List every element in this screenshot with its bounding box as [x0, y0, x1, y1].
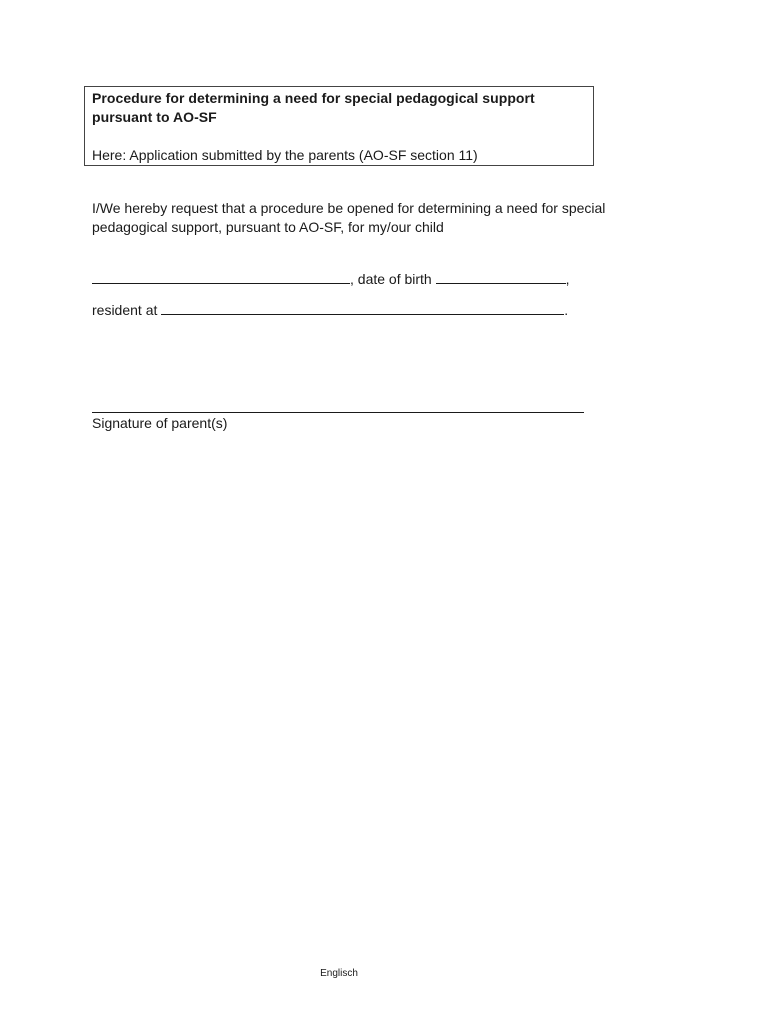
resident-suffix: .	[564, 302, 569, 318]
form-subtitle: Here: Application submitted by the parents (AO-SF section 11)	[92, 147, 478, 163]
resident-row	[92, 300, 568, 320]
child-details-row	[92, 269, 570, 289]
date-of-birth-field[interactable]	[436, 269, 566, 284]
resident-label: resident at	[92, 302, 158, 318]
request-text: I/We hereby request that a procedure be opened for determining a need for special pedagogical support, pursuant to AO-SF, for my/our child	[92, 200, 606, 235]
date-of-birth-suffix: ,	[565, 271, 570, 287]
footer-language: Englisch	[320, 968, 358, 979]
child-name-field[interactable]	[92, 269, 350, 284]
resident-address-field[interactable]	[161, 300, 564, 315]
form-title: Procedure for determining a need for special pedagogical support pursuant to AO-SF	[92, 90, 535, 125]
header-box	[84, 86, 594, 166]
signature-label: Signature of parent(s)	[92, 415, 228, 431]
signature-line[interactable]	[92, 412, 584, 413]
date-of-birth-label: , date of birth	[350, 271, 432, 287]
